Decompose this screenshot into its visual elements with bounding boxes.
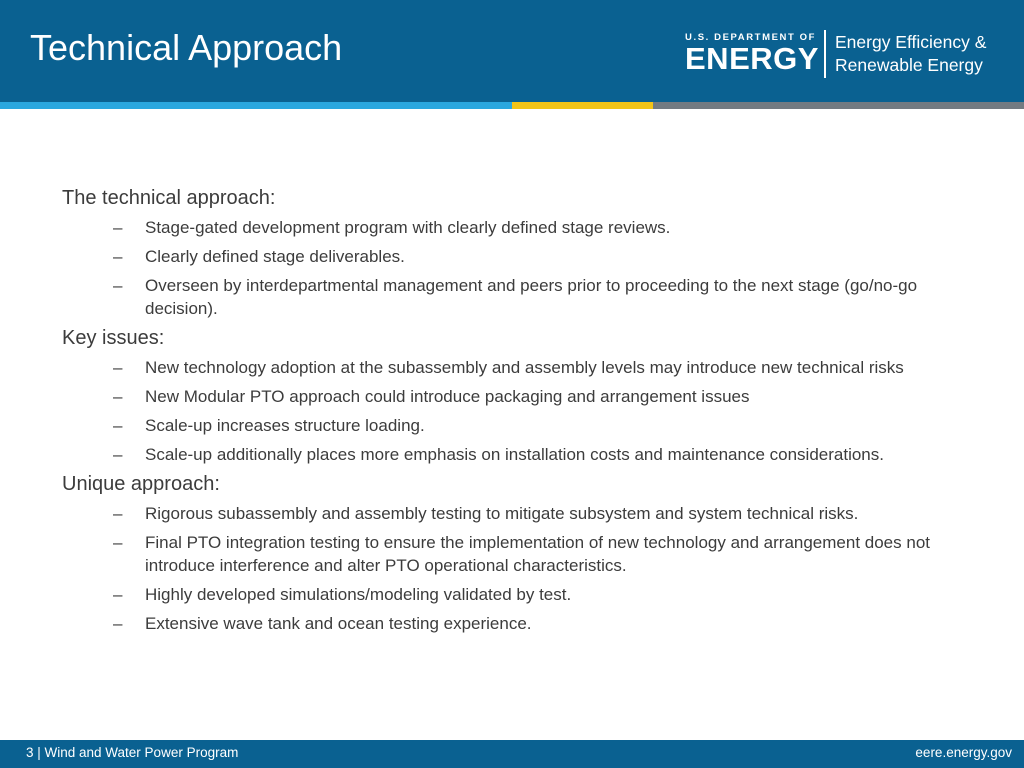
logo-office-name [835, 31, 986, 77]
section-key-issues [62, 326, 982, 466]
bullet-list [62, 356, 982, 466]
dash-bullet: – [113, 585, 123, 604]
slide-body [62, 186, 982, 641]
dash-bullet: – [113, 218, 123, 237]
list-item [62, 583, 982, 606]
list-item-text: Extensive wave tank and ocean testing experience. [145, 614, 532, 633]
list-item [62, 356, 982, 379]
bullet-list [62, 502, 982, 635]
accent-stripe-yellow [512, 102, 653, 109]
list-item [62, 385, 982, 408]
list-item [62, 414, 982, 437]
section-heading: The technical approach: [62, 187, 276, 209]
logo-office-line-2: Renewable Energy [835, 55, 983, 75]
dash-bullet: – [113, 504, 123, 523]
slide-title: Technical Approach [30, 27, 343, 68]
list-item [62, 502, 982, 525]
dash-bullet: – [113, 416, 123, 435]
list-item-text: New technology adoption at the subassembly and assembly levels may introduce new technical risks [145, 358, 904, 377]
accent-stripe-gray [653, 102, 1024, 109]
section-heading: Unique approach: [62, 473, 220, 495]
list-item-text: Scale-up additionally places more emphasis on installation costs and maintenance considerations. [145, 445, 884, 464]
logo-divider [824, 30, 826, 78]
section-technical-approach [62, 186, 982, 320]
dash-bullet: – [113, 533, 123, 552]
list-item-text: New Modular PTO approach could introduce packaging and arrangement issues [145, 387, 750, 406]
dash-bullet: – [113, 247, 123, 266]
dash-bullet: – [113, 614, 123, 633]
section-heading: Key issues: [62, 327, 165, 349]
accent-stripe-blue [0, 102, 512, 109]
list-item-text: Overseen by interdepartmental management and peers prior to proceeding to the next stage (go/no-go decision). [145, 276, 918, 318]
list-item [62, 443, 982, 466]
footer-website: eere.energy.gov [915, 745, 1012, 760]
section-unique-approach [62, 472, 982, 635]
footer-page-program: 3 | Wind and Water Power Program [26, 745, 239, 760]
slide-header [0, 0, 1024, 102]
list-item [62, 216, 982, 239]
logo-energy-wordmark: ENERGY [685, 41, 819, 76]
list-item [62, 612, 982, 635]
dash-bullet: – [113, 387, 123, 406]
list-item-text: Highly developed simulations/modeling validated by test. [145, 585, 572, 604]
list-item-text: Scale-up increases structure loading. [145, 416, 425, 435]
bullet-list [62, 216, 982, 320]
header-accent-stripes [0, 102, 1024, 109]
list-item-text: Clearly defined stage deliverables. [145, 247, 405, 266]
slide-footer [0, 740, 1024, 768]
logo-office-line-1: Energy Efficiency & [835, 32, 987, 52]
list-item [62, 531, 982, 577]
list-item [62, 245, 982, 268]
dash-bullet: – [113, 358, 123, 377]
dash-bullet: – [113, 445, 123, 464]
list-item-text: Rigorous subassembly and assembly testing to mitigate subsystem and system technical risks. [145, 504, 859, 523]
dash-bullet: – [113, 276, 123, 295]
list-item [62, 274, 982, 320]
list-item-text: Stage-gated development program with clearly defined stage reviews. [145, 218, 671, 237]
list-item-text: Final PTO integration testing to ensure the implementation of new technology and arrangement does not introduce interference and alter PTO operational characteristics. [145, 533, 930, 575]
logo-department-text: U.S. DEPARTMENT OF [685, 32, 817, 43]
